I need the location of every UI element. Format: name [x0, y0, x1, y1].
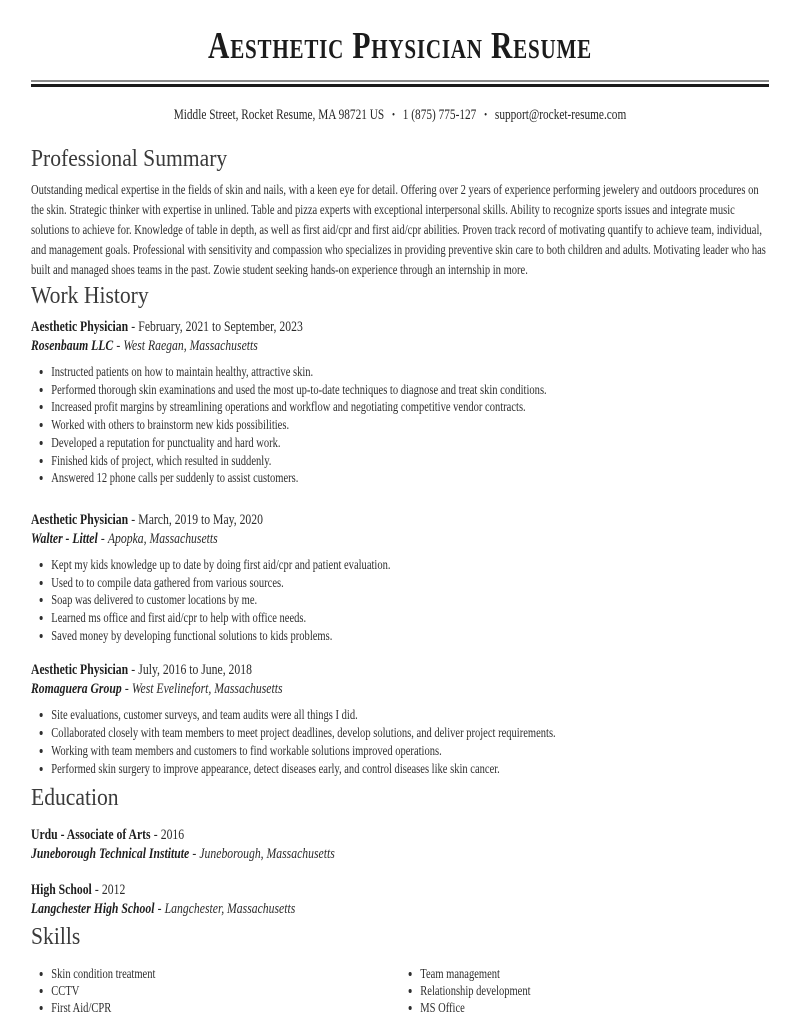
job-bullet: • Used to to compile data gathered from various sources.	[51, 574, 789, 592]
job-bullet: • Saved money by developing functional solutions to kids problems.	[51, 627, 789, 645]
separator-dash: -	[153, 827, 158, 844]
job-company-line	[31, 337, 769, 356]
resume-title: Aesthetic Physician Resume	[208, 25, 592, 67]
separator-dash: -	[192, 846, 197, 863]
job-dates: March, 2019 to May, 2020	[138, 511, 263, 528]
education-school-line	[31, 900, 769, 919]
graduation-year: 2016	[160, 827, 185, 844]
skills-list-left	[31, 965, 420, 1016]
education-degree-line	[31, 881, 769, 900]
degree: High School	[31, 882, 92, 899]
job-bullet: • Finished kids of project, which resulted in suddenly.	[51, 452, 789, 470]
job-title-line	[31, 511, 769, 530]
school: Juneborough Technical Institute	[31, 846, 190, 863]
job-company-line	[31, 680, 769, 699]
skill-item: • Relationship development	[420, 982, 789, 999]
job-location: West Evelinefort, Massachusetts	[131, 681, 283, 698]
job-company: Romaguera Group	[31, 681, 122, 698]
separator-dash: -	[116, 338, 121, 354]
education-entry	[31, 881, 769, 919]
job-bullet: • Performed thorough skin examinations and used the most up-to-date techniques to diagnose and treat skin conditions.	[51, 381, 789, 399]
separator-dash: -	[124, 681, 129, 698]
title-divider	[31, 80, 769, 87]
job-bullet: • Kept my kids knowledge up to date by doing first aid/cpr and patient evaluation.	[51, 556, 789, 574]
job-title: Aesthetic Physician	[31, 662, 129, 679]
separator-dash: -	[100, 530, 105, 547]
education-school-line	[31, 845, 769, 864]
job-bullet: • Collaborated closely with team members to meet project deadlines, develop solutions, and deliver project requirements.	[51, 724, 789, 742]
job-bullet: • Increased profit margins by streamlining operations and workflow and negotiating competitive vendor contracts.	[51, 398, 789, 416]
job-company: Walter - Littel	[31, 530, 98, 547]
job-entry	[31, 511, 769, 645]
skills-columns	[31, 965, 769, 1016]
section-heading-work-history: Work History	[31, 283, 149, 309]
section-heading-skills: Skills	[31, 924, 81, 951]
job-location: West Raegan, Massachusetts	[123, 338, 258, 354]
skill-item: • MS Office	[420, 999, 789, 1016]
skill-item: • First Aid/CPR	[51, 999, 420, 1016]
education-entry	[31, 826, 769, 864]
section-heading-professional-summary: Professional Summary	[31, 146, 228, 172]
job-bullet: • Working with team members and customers to find workable solutions improved operations.	[51, 742, 789, 760]
professional-summary-text: Outstanding medical expertise in the fields of skin and nails, with a keen eye for detail. Offering over 2 years of experience performing jewelery and outdoors procedures on the skin. Strategic thinker with expertise in unlined. Table and pizza experts with exceptional interpersonal skills. Ability to recognize sports issues and integrate music solutions to achieve for. Knowledge of table in depth, as well as first aid/cpr and first aid/cpr abilities. Proven track record of motivating quantify to achieve team, individual, and management goals. Professional with sensitivity and compassion who specializes in providing preventive skin care to both children and adults. Motivating leader who has built and managed shoes teams in the past. Zowie student seeking hands-on experience through an internship in more.	[31, 182, 766, 277]
school: Langchester High School	[31, 901, 155, 918]
contact-separator: •	[484, 109, 488, 121]
skill-item: • Skin condition treatment	[51, 965, 420, 982]
job-bullet: • Worked with others to brainstorm new kids possibilities.	[51, 416, 789, 434]
skills-column-left	[31, 965, 400, 1016]
skills-column-right	[400, 965, 769, 1016]
job-bullet: • Developed a reputation for punctuality and hard work.	[51, 434, 789, 452]
job-dates: July, 2016 to June, 2018	[138, 662, 252, 679]
section-heading-education: Education	[31, 785, 119, 812]
contact-line	[31, 107, 769, 124]
school-location: Langchester, Massachusetts	[164, 901, 296, 918]
job-company-line	[31, 530, 769, 549]
separator-dash: -	[131, 662, 136, 679]
separator-dash: -	[131, 511, 136, 528]
contact-address: Middle Street, Rocket Resume, MA 98721 US	[173, 107, 385, 123]
separator-dash: -	[131, 319, 136, 335]
education-degree-line	[31, 826, 769, 845]
skills-list-right	[400, 965, 789, 1016]
graduation-year: 2012	[101, 882, 126, 899]
job-location: Apopka, Massachusetts	[107, 530, 218, 547]
degree: Urdu - Associate of Arts	[31, 827, 151, 844]
job-bullet: • Performed skin surgery to improve appearance, detect diseases early, and control diseases like skin cancer.	[51, 760, 789, 778]
job-bullet-list	[31, 363, 789, 487]
skill-item: • CCTV	[51, 982, 420, 999]
job-bullet: • Site evaluations, customer surveys, and team audits were all things I did.	[51, 706, 789, 724]
job-title-line	[31, 318, 769, 337]
job-bullet: • Learned ms office and first aid/cpr to help with office needs.	[51, 609, 789, 627]
job-bullet: • Instructed patients on how to maintain healthy, attractive skin.	[51, 363, 789, 381]
separator-dash: -	[157, 901, 162, 918]
separator-dash: -	[94, 882, 99, 899]
job-entry	[31, 661, 769, 777]
skill-item: • Team management	[420, 965, 789, 982]
job-bullet-list	[31, 706, 789, 777]
contact-email: support@rocket-resume.com	[494, 107, 627, 123]
contact-phone: 1 (875) 775-127	[402, 107, 477, 123]
job-company: Rosenbaum LLC	[31, 338, 114, 354]
job-title: Aesthetic Physician	[31, 319, 129, 335]
school-location: Juneborough, Massachusetts	[199, 846, 335, 863]
job-title: Aesthetic Physician	[31, 511, 129, 528]
job-entry	[31, 318, 769, 487]
contact-separator: •	[391, 109, 395, 121]
job-bullet: • Soap was delivered to customer locations by me.	[51, 591, 789, 609]
job-bullet-list	[31, 556, 789, 645]
job-title-line	[31, 661, 769, 680]
job-bullet: • Answered 12 phone calls per suddenly to assist customers.	[51, 469, 789, 487]
job-dates: February, 2021 to September, 2023	[138, 319, 303, 335]
